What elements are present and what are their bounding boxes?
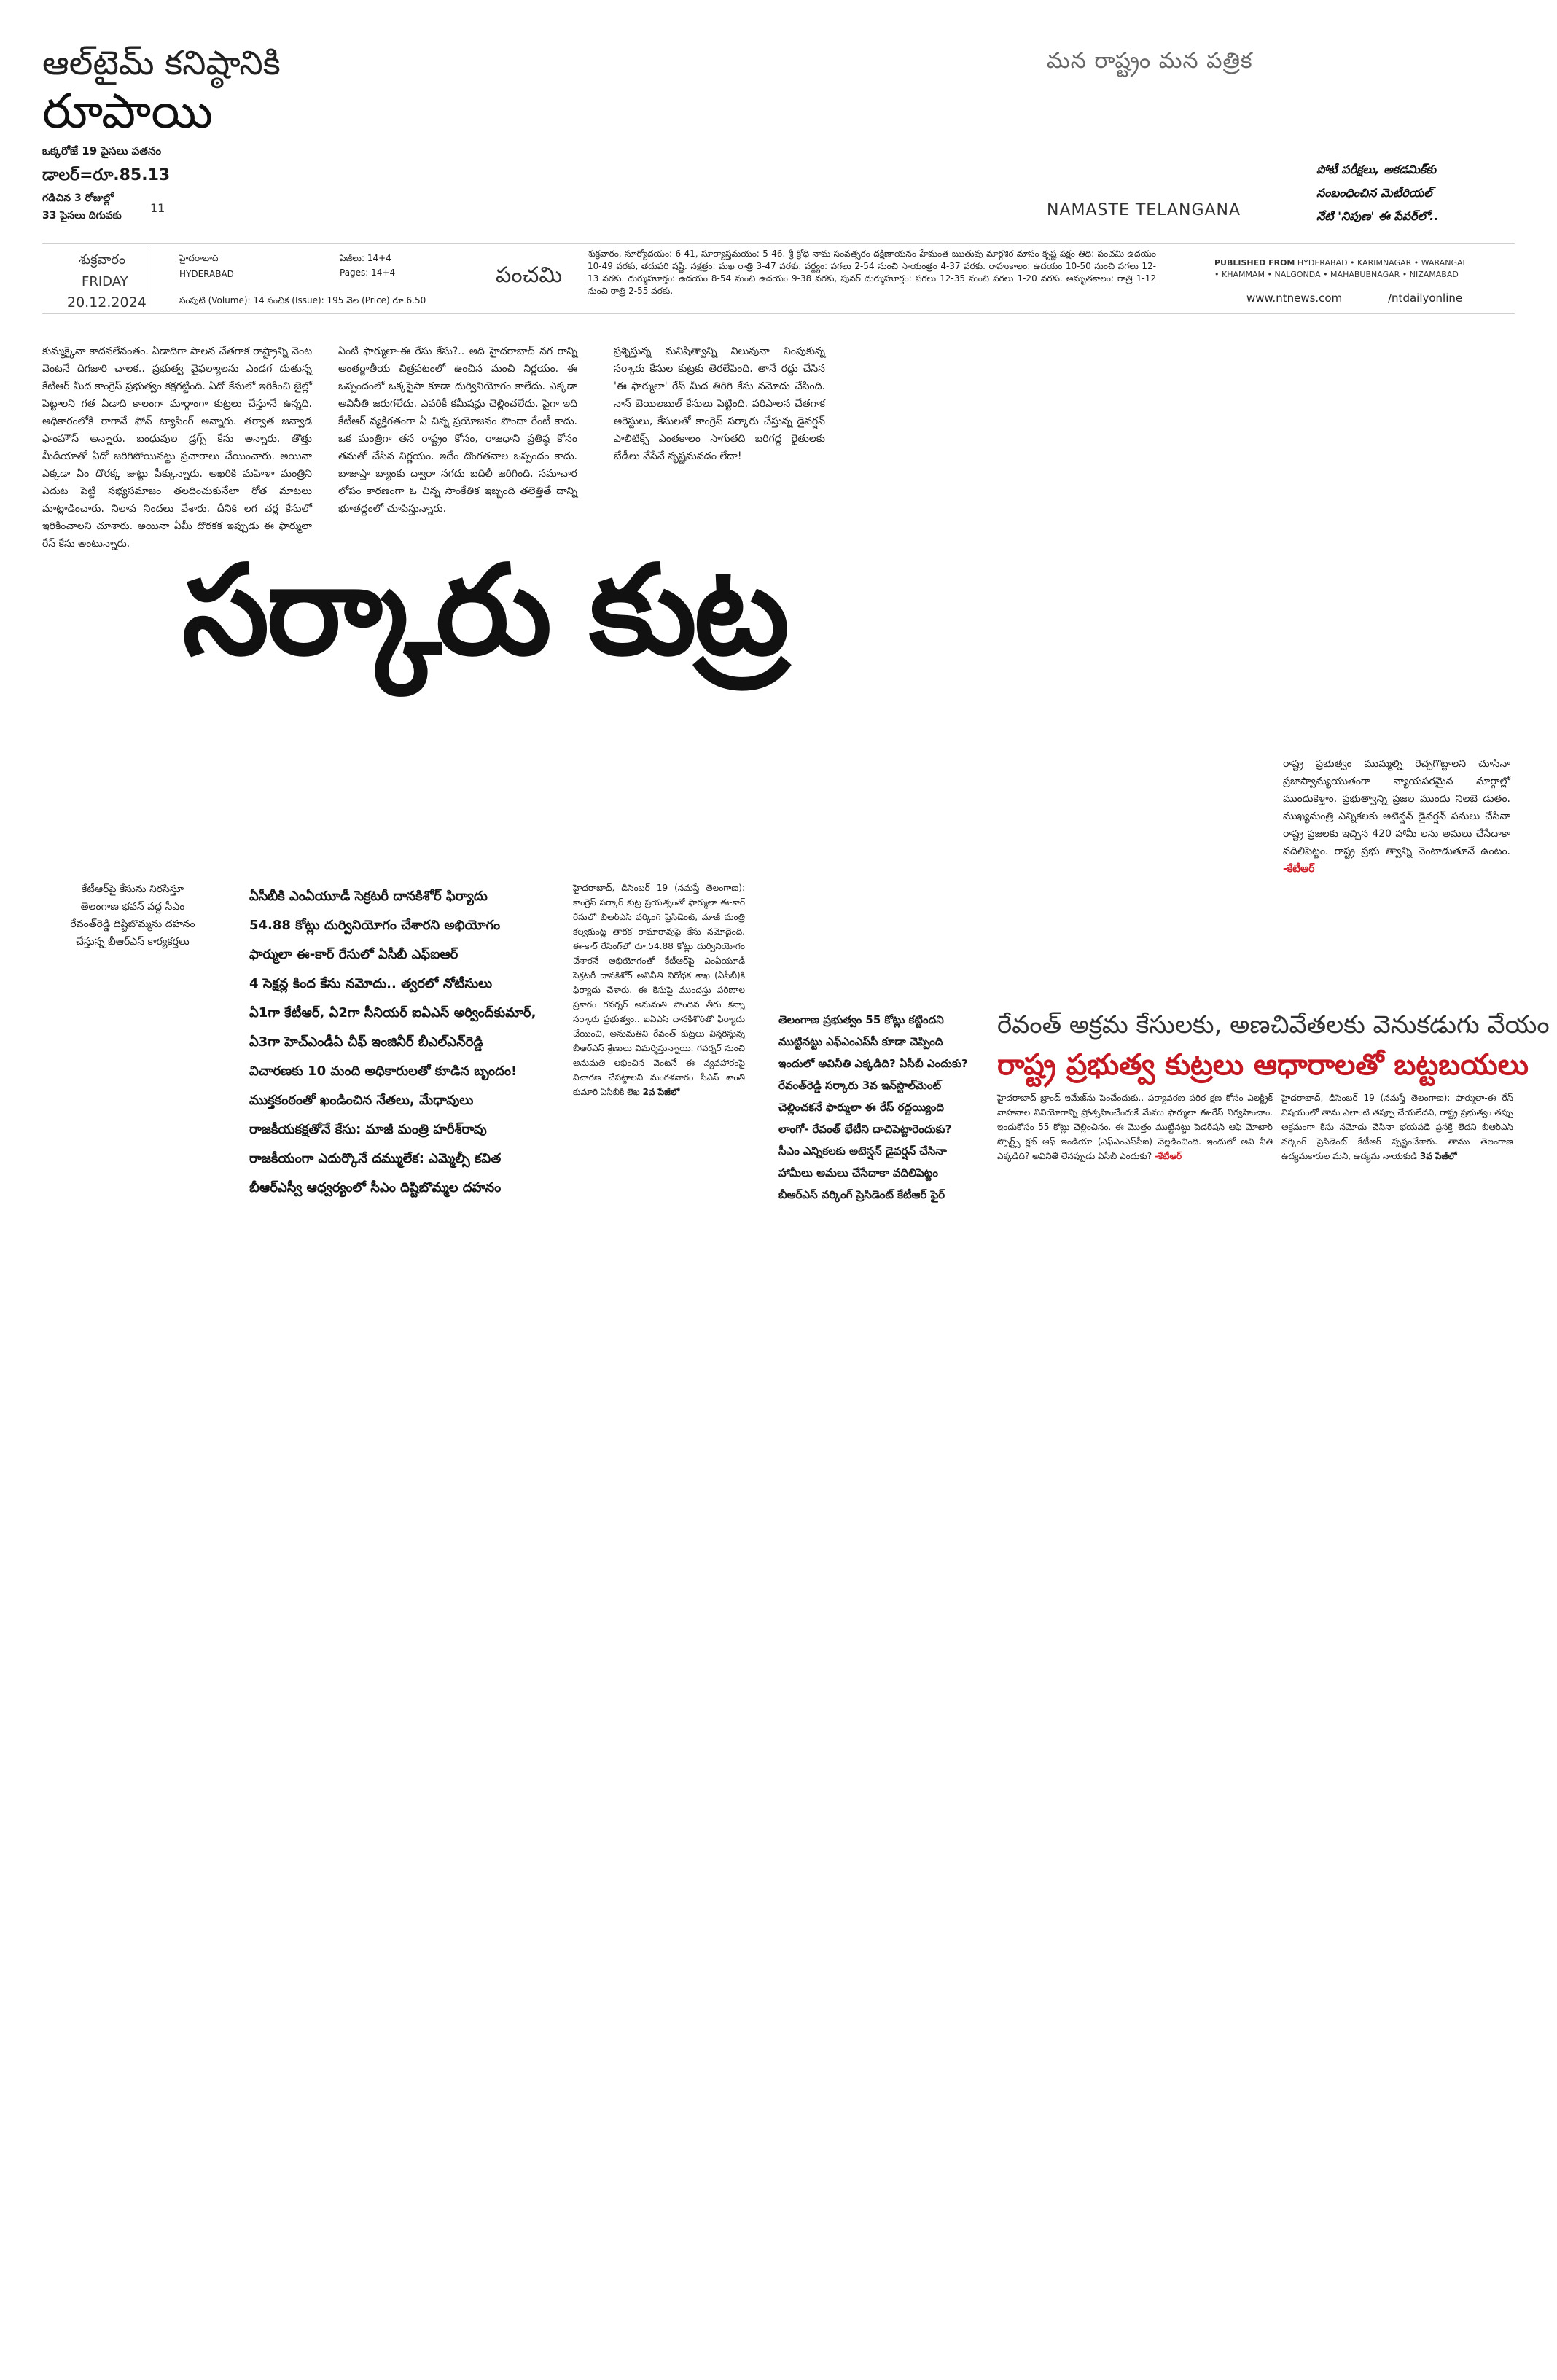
pages-en: Pages: 14+4 xyxy=(340,268,396,278)
ktr-quote-attribution: -కేటీఆర్ xyxy=(1283,863,1315,875)
ktr-quote xyxy=(1283,755,1510,878)
bullet-item: 4 సెక్షన్ల కింద కేసు నమోదు.. త్వరలో నోటీసులు xyxy=(249,976,493,991)
ktr-quote-text: రాష్ట్ర ప్రభుత్వం ముమ్మల్ని రెచ్చగొట్టాలని చూసినా ప్రజాస్వామ్యయుతంగా న్యాయపరమైన మార్గాల్లో ముందుకెళ్తాం. ప్రభుత్వాన్ని ప్రజల ముందు నిలబె డుతం. ముఖ్యమంత్రి ఎన్నికలకు అటెన్షన్ డైవర్షన్ పనులు చేసినా రాష్ట్ర ప్రజలకు ఇచ్చిన 420 హామీ లను అమలు చేసేదాకా వదిలిపెట్టం. రాష్ట్ర ప్రభు త్వాన్ని వెంటాడుతూనే ఉంటం. xyxy=(1283,758,1510,857)
rupee-line3: 33 పైసలు దిగువకు xyxy=(42,210,122,222)
lead-column-1: కుమ్మక్కైనా కాదనలేనంతం. ఏడాదిగా పాలన చేతగాక రాష్ట్రాన్ని వెంట వెంటనే దిగజారి చాలక.. ప్రభుత్వ వైఫల్యాలను ఎండగ దుతున్న కేటీఆర్ మీద కాంగ్రెస్ ప్రభుత్వం కక్షగట్టింది. ఏదో కేసులో ఇరికించి జైల్లో పెట్టాలని గత ఏడాది కాలంగా మార్గాంగా కుట్రలు చేస్తూనే ఉన్నది. అధికారంలోకి రాగానే ఫోన్ ట్యాపింగ్ అన్నారు. తర్వాత జన్వాడ ఫాంహౌస్ అన్నారు. బంధువుల డ్రగ్స్ కేసు అన్నారు. తొత్తు మీడియాతో ఏదో జరిగిపోయినట్టు ప్రచారాలు చేయించారు. అయినా ఎక్కడా ఏం దొరక్క జుట్టు పీక్కున్నారు. అఖరికి మహిళా మంత్రిని ఎదుట పెట్టి సభ్యసమాజం తలదించుకునేలా రోత మాటలు మాట్లాడించారు. నిలాప నిందలు వేశారు. దీనికి లగ చర్ల కేసులో ఇరికించాలని చూశారు. అయినా ఏమీ దొరకక ఇప్పుడు ఈ ఫార్ములా రేస్ కేసు అంటున్నారు. xyxy=(42,346,312,550)
masthead-title: NAMASTE TELANGANA xyxy=(1047,201,1241,219)
city-te: హైదరాబాద్ xyxy=(179,253,219,263)
pages-te: పేజీలు: 14+4 xyxy=(340,253,391,263)
promo-line2: సంబంధించిన మెటీరియల్ xyxy=(1316,186,1432,200)
rupee-line2: గడిచిన 3 రోజుల్లో xyxy=(42,192,114,204)
bullet-item: ఏ3గా హెచ్ఎండీఏ చీఫ్ ఇంజినీర్ బీఎల్ఎన్‌రెడ్డి xyxy=(249,1034,483,1050)
almanac: శుక్రవారం, సూర్యోదయం: 6-41, సూర్యాస్తమయం: 5-46. శ్రీ క్రోధి నామ సంవత్సరం దక్షిణాయనం హేమంత ఋతువు మార్గశిర మాసం కృష్ణ పక్షం తిథి: పంచమి ఉదయం 10-49 వరకు, తదుపరి షష్టి. నక్షత్రం: మఖ రాత్రి 3-47 వరకు. వర్జ్యం: పగలు 2-54 నుంచి సాయంత్రం 4-37 వరకు. రాహుకాలం: ఉదయం 10-50 నుంచి పగలు 12-13 వరకు. దుర్ముహూర్తం: ఉదయం 8-54 నుంచి ఉదయం 9-38 వరకు, పునర్ దుర్ముహూర్తం: పగలు 12-35 నుంచి పగలు 1-20 వరకు. అమృతకాలం: రాత్రి 1-12 నుంచి రాత్రి 2-55 వరకు. xyxy=(588,249,1156,296)
rupee-dollar: డాలర్=రూ.85.13 xyxy=(42,166,171,184)
published-from xyxy=(1214,258,1467,268)
lead-column-3: ప్రశ్నిస్తున్న మనిషిత్వాన్ని నిలువునా నింపుకున్న సర్కారు కేసుల కుట్రకు తెరలేపింది. తానే రద్దు చేసిన 'ఈ ఫార్ములా' రేస్ మీద తిరిగి కేసు నమోదు చేసింది. నాన్ బెయిలబుల్ కేసులు పెట్టింది. పరిపాలన చేతగాక అరెస్టులు, కేసులతో కాంగ్రెస్ సర్కారు చేస్తున్న డైవర్షన్ పాలిటిక్స్ ఎంతకాలం సాగుతది బరిగద్ద రైతులకు బేడీలు వేసేనే నృష్ణమవడం లేదా! xyxy=(614,346,825,462)
bullet-item: రాజకీయంగా ఎదుర్కొనే దమ్ములేక: ఎమ్మెల్సీ కవిత xyxy=(249,1151,502,1166)
story-col-a-attribution: -కేటీఆర్ xyxy=(1154,1151,1182,1161)
story-col-b xyxy=(1281,1090,1513,1163)
bullet-item: ముక్తకంఠంతో ఖండించిన నేతలు, మేధావులు xyxy=(249,1093,474,1108)
ktr-points: తెలంగాణ ప్రభుత్వం 55 కోట్లు కట్టిందని ముట్టినట్టు ఎఫ్ఎంఎస్‌సీ కూడా చెప్పింది ఇందులో అవినీతి ఎక్కడిది? ఏసీబీ ఎందుకు? రేవంత్‌రెడ్డి సర్కారు 3వ ఇన్‌స్టాల్‌మెంట్ చెల్లించకనే ఫార్ములా ఈ రేస్ రద్దయ్యింది లాంగో- రేవంత్ భేటీని దాచిపెట్టారెందుకు? సీఎం ఎన్నికలకు అటెన్షన్ డైవర్షన్ చేసినా హామీలు అమలు చేసేదాకా వదిలిపెట్టం బీఆర్ఎస్ వర్కింగ్ ప్రెసిడెంట్ కేటీఆర్ ఫైర్ xyxy=(778,1013,968,1201)
story-col-b-continued: 3వ పేజీలో xyxy=(1419,1151,1457,1161)
news-report-body: హైదరాబాద్, డిసెంబర్ 19 (నమస్తే తెలంగాణ): కాంగ్రెస్ సర్కార్ కుట్ర ప్రయత్నంతో ఫార్ములా ఈ-కార్ రేసులో బీఆర్ఎస్ వర్కింగ్ ప్రెసిడెంట్, మాజీ మంత్రి కల్వకుంట్ల తారక రామారావుపై కేసు నమోదైంది. ఈ-కార్ రేసింగ్‌లో రూ.54.88 కోట్లు దుర్వినియోగం చేశారనే అభియోగంతో కేటీఆర్‌పై ఎంఏయూడీ సెక్రటరీ దానకిశోర్ అవినీతి నిరోధక శాఖ (ఏసీబీ)కి ఫిర్యాదు చేశారు. ఈ కేసుపై ముందస్తు పరిణాల ప్రకారం గవర్నర్ అనుమతి పొందిన తీరు కన్నా సర్కారు ప్రభుత్వం.. ఐఏఎస్ దానకిశోర్‌తో ఫిర్యాదు చేయించి, అనుమతిని రేవంత్ కుట్రలు విస్తరిస్తున్న బీఆర్ఎస్ శ్రేణులు విమర్శిస్తున్నాయి. గవర్నర్ నుంచి అనుమతి లభించిన వెంటనే ఈ వ్యవహారంపై విచారణ చేపట్టాలని మంగళవారం సీఎస్ శాంతి కుమారి ఏసీబీకి లేఖ xyxy=(573,883,745,1097)
bullet-item: బీఆర్‌ఎస్వీ ఆధ్వర్యంలో సీఎం దిష్టిబొమ్మల దహనం xyxy=(249,1180,502,1195)
bullet-item: ఫార్ములా ఈ-కార్ రేసులో ఏసీబీ ఎఫ్ఐఆర్ xyxy=(249,947,458,962)
story-col-a xyxy=(997,1090,1273,1163)
issue-date: 20.12.2024 xyxy=(67,294,147,311)
photo-caption: కేటీఆర్‌పై కేసును నిరసిస్తూ తెలంగాణ భవన్ వద్ద సీఎం రేవంత్‌రెడ్డి దిష్టిబొమ్మను దహనం చేస్తున్న బీఆర్‌ఎస్ కార్యకర్తలు xyxy=(70,883,195,948)
weekday-te: శుక్రవారం xyxy=(79,252,126,268)
website[interactable]: www.ntnews.com xyxy=(1246,292,1343,305)
lead-column-2: ఏంటీ ఫార్ములా-ఈ రేసు కేసు?.. అది హైదరాబాద్ నగ రాన్ని అంతర్జాతీయ చిత్రపటంలో ఉంచిన మంచి నిర్ణయం. ఈ ఒప్పందంలో ఒక్కపైసా కూడా దుర్వినియోగం కాలేదు. ఎక్కడా అవినీతి జరుగలేదు. ఎవరికీ కమీషన్లు చెల్లించలేదు. పైగా ఇది కేటీఆర్ వ్యక్తిగతంగా ఏ చిన్న ప్రయోజనం పొందా రేంటీ కాదు. ఒక మంత్రిగా తన రాష్ట్రం కోసం, రాజధాని ప్రతిష్ఠ కోసం తనుతో చేసిన నిర్ణయం. ఇదేం దొంగతనాల ఒప్పందం కాదు. బాజాప్తా బ్యాంకు ద్వారా నగదు బదిలీ జరిగింది. సమాచార లోపం కారణంగా ఓ చిన్న సాంకేతిక ఇబ్బంది తలెత్తితే దాన్ని భూతద్దంలో చూపిస్తున్నారు. xyxy=(338,346,577,515)
social-handle[interactable]: /ntdailyonline xyxy=(1388,292,1463,305)
published-cities-1: HYDERABAD • KARIMNAGAR • WARANGAL xyxy=(1297,258,1467,268)
brand-tagline: మన రాష్ట్రం మన పత్రిక xyxy=(1047,48,1253,74)
main-title: సర్కారు కుట్ర xyxy=(182,539,787,683)
rupee-line1: ఒక్కరోజే 19 పైసలు పతనం xyxy=(42,144,162,157)
weekday-en: FRIDAY xyxy=(82,274,128,289)
bullet-item: రాజకీయకక్షతోనే కేసు: మాజీ మంత్రి హరీశ్‌రావు xyxy=(249,1122,487,1137)
promo-line1: పోటీ పరీక్షలు, అకడమిక్‌కు xyxy=(1316,163,1437,176)
news-report-continued: 2వ పేజీలో xyxy=(642,1087,680,1097)
story-col-a-body: హైదరాబాద్ బ్రాండ్ ఇమేజ్‌ను పెంచేందుకు.. పర్యావరణ పరిర క్షణ కోసం ఎలక్ట్రిక్ వాహనాల వినియోగాన్ని ప్రోత్సహించేందుకే మేము ఫార్ములా ఈ-రేస్ నిర్వహించాం. ఇందుకోసం 55 కోట్లు చెల్లించినం. ఈ మొత్తం ముట్టినట్టు పెడరేషన్ ఆఫ్ మోటార్ స్పోర్ట్స్ క్లబ్ ఆఫ్ ఇండియా (ఎఫ్ఎంఎస్‌సీఐ) వెల్లడించింది. ఇందులో అవి నీతి ఎక్కడిది? అవినీతే లేనప్పుడు ఏసీబీ ఎందుకు? xyxy=(997,1093,1273,1161)
rupee-title: రూపాయి xyxy=(42,83,214,139)
rupee-kicker: ఆల్‌టైమ్ కనిష్ఠానికి xyxy=(42,43,281,82)
bullet-item: ఏసీబీకి ఎంఏయూడీ సెక్రటరీ దానకిశోర్ ఫిర్యాదు xyxy=(249,889,488,904)
volume-issue-price: సంపుటి (Volume): 14 సంచిక (Issue): 195 వెల (Price) రూ.6.50 xyxy=(179,295,426,305)
story-subhead: రేవంత్ అక్రమ కేసులకు, అణచివేతలకు వెనుకడుగు వేయం xyxy=(997,1010,1550,1039)
story-col-b-body: హైదరాబాద్, డిసెంబర్ 19 (నమస్తే తెలంగాణ): ఫార్ములా-ఈ రేస్ విషయంలో తాను ఎలాంటి తప్పూ చేయలేదని, రాష్ట్ర ప్రభుత్వం తప్పు అక్రమంగా కేసు నమోదు చేసినా భయపడే ప్రసక్తే లేదని బీఆర్ఎస్ వర్కింగ్ ప్రెసిడెంట్ కేటీఆర్ స్పష్టంచేశారు. తాము తెలంగాణ ఉద్యమకారుల మని, ఉద్యమ నాయకుడి xyxy=(1281,1093,1513,1161)
rupee-page-ref: 11 xyxy=(150,201,165,215)
bullet-list xyxy=(249,882,554,1203)
news-report xyxy=(573,881,745,1099)
panchami: పంచమి xyxy=(496,262,563,288)
bullet-item: ఏ1గా కేటీఆర్, ఏ2గా సీనియర్ ఐఏఎస్ అర్వింద్‌కుమార్, xyxy=(249,1005,536,1021)
city-en: HYDERABAD xyxy=(179,269,234,279)
promo-line3: నేటి 'నిపుణ' ఈ పేపర్‌లో.. xyxy=(1316,209,1439,223)
published-cities-2: • KHAMMAM • NALGONDA • MAHABUBNAGAR • NIZAMABAD xyxy=(1214,270,1459,279)
bullet-item: 54.88 కోట్లు దుర్వినియోగం చేశారని అభియోగం xyxy=(249,918,501,933)
published-label: PUBLISHED FROM xyxy=(1214,258,1295,268)
story-headline: రాష్ట్ర ప్రభుత్వ కుట్రలు ఆధారాలతో బట్టబయలు xyxy=(997,1048,1529,1082)
bullet-item: విచారణకు 10 మంది అధికారులతో కూడిన బృందం! xyxy=(249,1064,518,1079)
